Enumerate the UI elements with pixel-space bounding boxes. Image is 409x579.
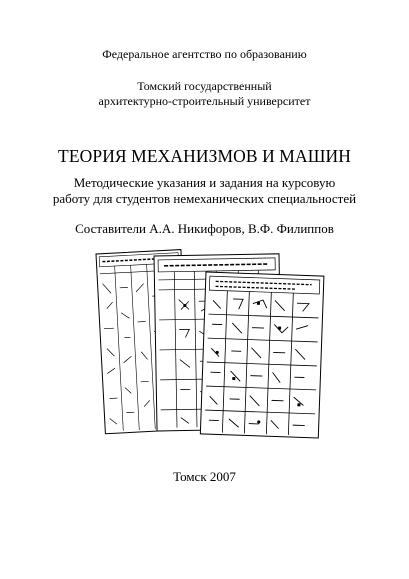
subtitle-line2: работу для студентов немеханических специальностей	[52, 191, 357, 206]
university-name-line2: архитектурно-строительный университет	[98, 94, 311, 108]
city-year: Томск 2007	[173, 469, 236, 484]
university-name-line1: Томский государственный	[137, 79, 272, 93]
authors-line: Составители А.А. Никифоров, В.Ф. Филиппов	[75, 221, 334, 236]
page-title: ТЕОРИЯ МЕХАНИЗМОВ И МАШИН	[58, 146, 351, 166]
front-sheet	[200, 272, 324, 438]
subtitle-line1: Методические указания и задания на курсовую	[73, 175, 336, 190]
mechanism-tables-sheets-icon	[94, 244, 334, 444]
agency-name: Федеральное агентство по образованию	[102, 47, 307, 61]
